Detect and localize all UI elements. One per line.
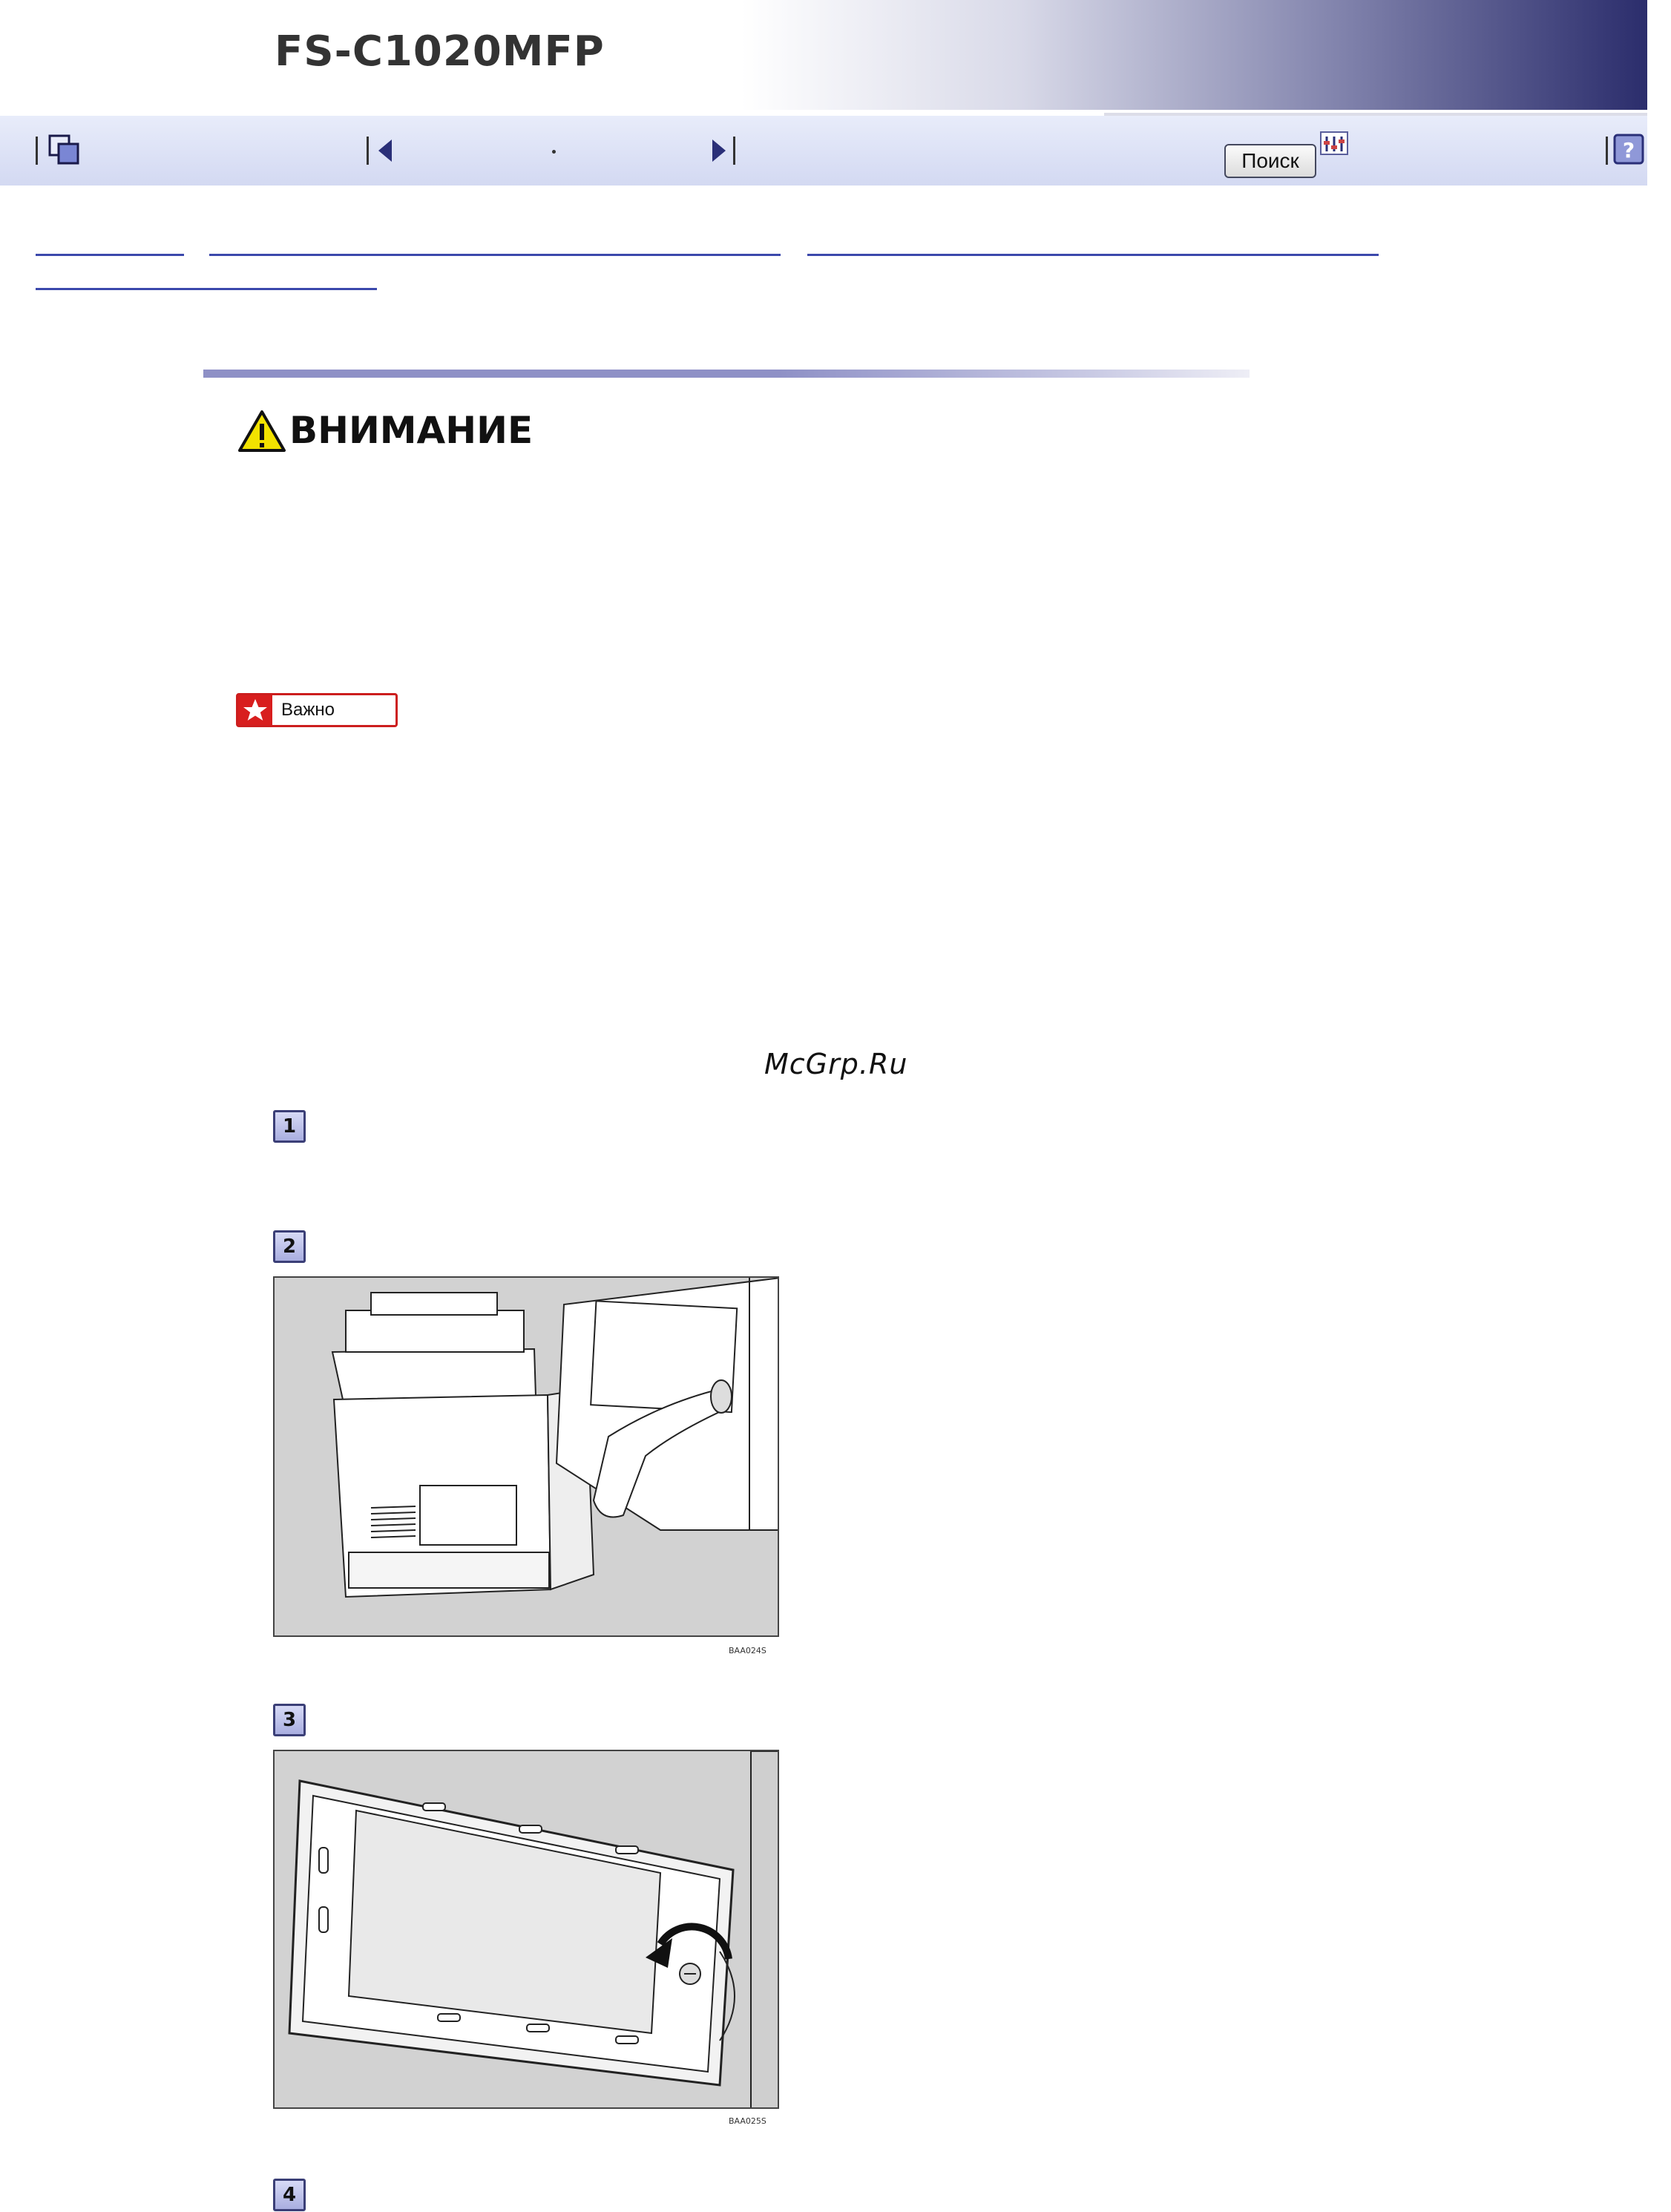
- help-icon[interactable]: [1613, 134, 1644, 166]
- toolbar-separator: [733, 137, 735, 165]
- warning-heading: ВНИМАНИЕ: [289, 409, 534, 452]
- first-page-icon[interactable]: [374, 137, 396, 165]
- toolbar-separator: [367, 137, 369, 165]
- printer-rear-illustration: [273, 1276, 779, 1637]
- toolbar-dot: [552, 150, 556, 154]
- section-divider: [203, 370, 1250, 378]
- step-number: 1: [273, 1110, 306, 1143]
- step-number: 4: [273, 2179, 306, 2211]
- search-options-icon[interactable]: [1319, 131, 1349, 162]
- cover-screw-illustration: [273, 1750, 779, 2109]
- important-badge: [236, 693, 398, 727]
- product-title: FS-C1020MFP: [275, 27, 605, 76]
- figure-code: BAA024S: [729, 1646, 766, 1655]
- search-button[interactable]: Поиск: [1224, 144, 1316, 178]
- toolbar-separator: [36, 137, 38, 165]
- watermark-text: McGrp.Ru: [764, 1048, 908, 1080]
- next-page-icon[interactable]: [708, 137, 730, 165]
- svg-text:?: ?: [1622, 138, 1635, 163]
- toolbar-separator: [1606, 137, 1608, 165]
- breadcrumb-link[interactable]: [36, 288, 377, 290]
- breadcrumb-link[interactable]: [209, 254, 781, 256]
- star-icon: [238, 695, 272, 725]
- important-label: Важно: [281, 700, 335, 720]
- header-banner: [0, 0, 1647, 110]
- step-number: 2: [273, 1230, 306, 1263]
- figure-code: BAA025S: [729, 2116, 766, 2126]
- step-number: 3: [273, 1704, 306, 1736]
- breadcrumb-link[interactable]: [36, 254, 184, 256]
- breadcrumb-link[interactable]: [807, 254, 1379, 256]
- contents-icon[interactable]: [47, 134, 82, 166]
- warning-triangle-icon: [237, 410, 286, 453]
- navigation-toolbar: [0, 116, 1647, 186]
